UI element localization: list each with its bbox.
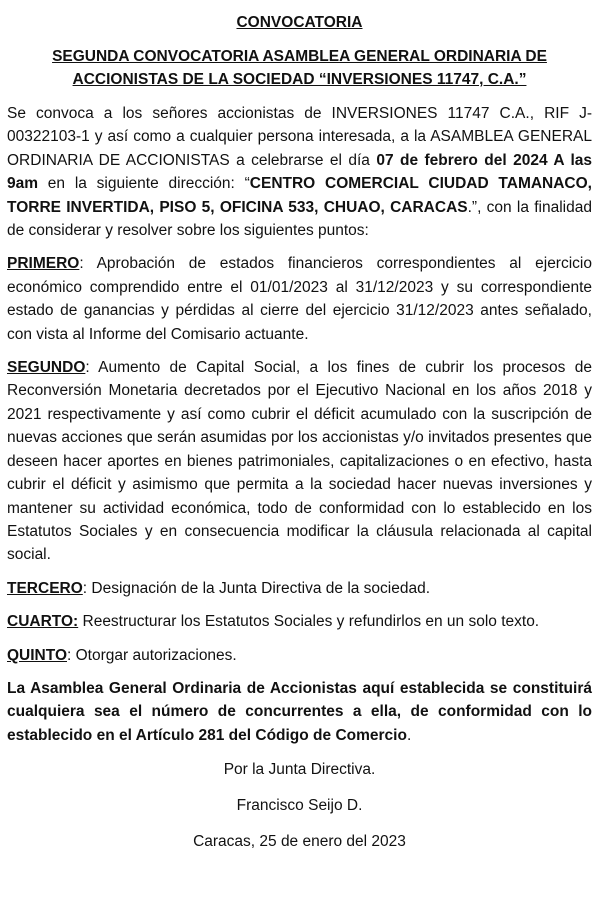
intro-paragraph: [7, 102, 592, 242]
place-and-date: Caracas, 25 de enero del 2023: [193, 833, 406, 851]
point-segundo-label: SEGUNDO: [7, 359, 86, 377]
meeting-date-time: 07 de febrero del 2024 A las 9am: [7, 151, 593, 193]
point-primero-label: PRIMERO: [7, 255, 80, 273]
signatory-name: Francisco Seijo D.: [236, 797, 363, 815]
point-primero-text: Aprobación de estados financieros correspondientes al ejercicio económico comprendido entre el 01/01/2023 al 31/12/2023 y su correspondiente estado de ganancias y pérdidas al cierre del ejercicio 31/12/2023 antes señalado, con vista al Informe del Comisario actuante.: [7, 255, 592, 343]
point-quinto-sep: :: [67, 646, 76, 664]
point-cuarto-text: Reestructurar los Estatutos Sociales y refundirlos en un solo texto.: [82, 613, 540, 631]
closing-paragraph: [7, 677, 592, 747]
point-tercero-label: TERCERO: [7, 579, 83, 597]
point-cuarto-label: CUARTO:: [7, 613, 79, 631]
point-primero-sep: :: [79, 255, 97, 273]
intro-text-2: en la siguiente dirección: “: [38, 175, 250, 193]
document-subtitle: SEGUNDA CONVOCATORIA ASAMBLEA GENERAL ORDINARIA DE ACCIONISTAS DE LA SOCIEDAD “INVERSIONES 11747, C.A.”: [52, 48, 547, 88]
signature-line: Por la Junta Directiva.: [223, 761, 376, 779]
point-quinto: [7, 644, 592, 667]
point-segundo-text: Aumento de Capital Social, a los fines de cubrir los procesos de Reconversión Monetaria decretados por el Ejecutivo Nacional en los años 2018 y 2021 respectivamente y así como cubrir el déficit acumulado con la suscripción de nuevas acciones que serán asumidas por los accionistas y/o invitados presentes que deseen hacer aportes en bienes patrimoniales, capitalizaciones o en efectivo, hasta cubrir el déficit y asimismo que permita a la sociedad hacer nuevas inversiones y mantener su actividad económica, todo de conformidad con lo establecido en los Estatutos Sociales y en consecuencia modificar la cláusula relacionada al capital social.: [7, 359, 592, 564]
meeting-address: CENTRO COMERCIAL CIUDAD TAMANACO, TORRE INVERTIDA, PISO 5, OFICINA 533, CHUAO, CARACAS: [7, 175, 592, 216]
point-quinto-label: QUINTO: [7, 646, 67, 664]
point-tercero: [7, 577, 592, 600]
point-tercero-sep: :: [82, 579, 92, 597]
point-segundo: [7, 356, 592, 567]
intro-text-3: .”, con la finalidad de considerar y resolver sobre los siguientes puntos:: [7, 198, 592, 240]
point-primero: [7, 252, 592, 346]
document-title: CONVOCATORIA: [236, 14, 363, 31]
point-quinto-text: Otorgar autorizaciones.: [75, 646, 237, 664]
point-tercero-text: Designación de la Junta Directiva de la sociedad.: [91, 579, 431, 597]
point-cuarto: [7, 610, 592, 633]
intro-text-1: Se convoca a los señores accionistas de INVERSIONES 11747 C.A., RIF J-00322103-1 y así como a cualquier persona interesada, a la ASAMBLEA GENERAL ORDINARIA DE ACCIONISTAS a celebrarse el día: [7, 105, 592, 169]
closing-period: .: [406, 726, 412, 744]
point-segundo-sep: :: [85, 359, 99, 377]
closing-text: La Asamblea General Ordinaria de Accionistas aquí establecida se constituirá cualquiera sea el número de concurrentes a ella, de conformidad con lo establecido en el Artículo 281 del Código de Comercio: [7, 679, 592, 744]
